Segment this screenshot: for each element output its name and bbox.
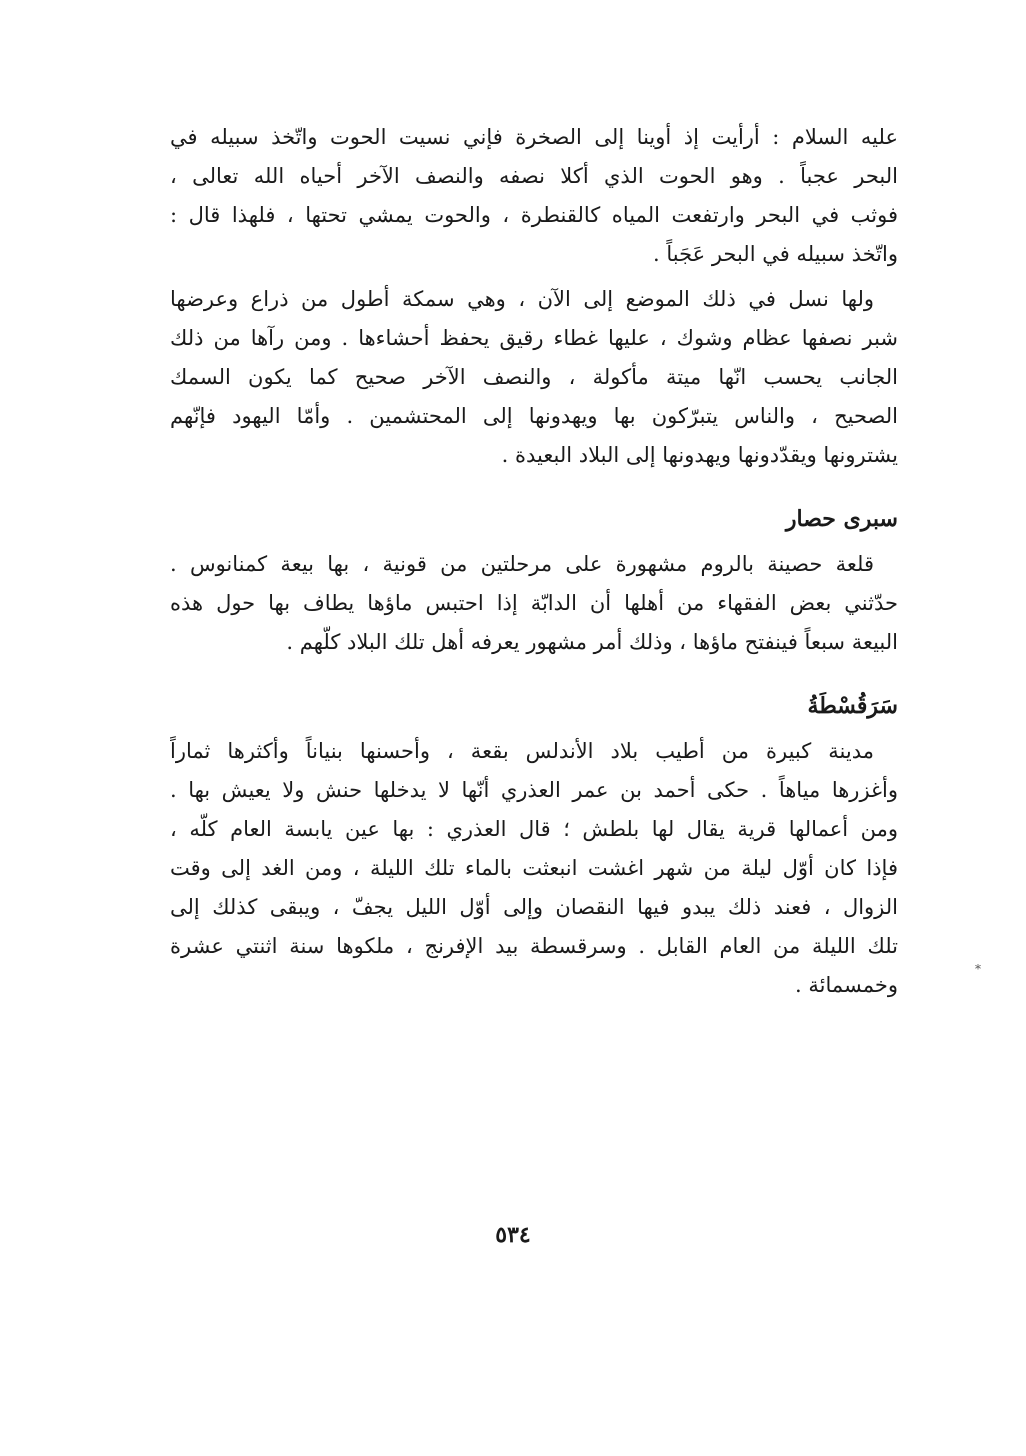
paragraph-sibri-hisar	[170, 545, 898, 662]
page-body	[170, 118, 898, 1005]
paragraph-fish-cont	[170, 319, 898, 475]
text-line: عليه السلام : أرأيت إذ أوينا إلى الصخرة فإني نسيت الحوت واتّخذ سبيله في	[170, 125, 898, 149]
page-number: ٥٣٤	[495, 1222, 531, 1248]
text-line: الزوال ، فعند ذلك يبدو فيها النقصان وإلى أوّل الليل يجفّ ، ويبقى كذلك إلى	[170, 895, 898, 919]
text-line: يشترونها ويقدّدونها ويهدونها إلى البلاد البعيدة .	[501, 443, 898, 467]
text-line: ولها نسل في ذلك الموضع إلى الآن ، وهي سمكة أطول من ذراع وعرضها	[170, 287, 874, 311]
text-line: ومن أعمالها قرية يقال لها بلطش ؛ قال العذري : بها عين يابسة العام كلّه ،	[170, 817, 898, 841]
text-line: وخمسمائة .	[795, 973, 898, 997]
spacer	[170, 662, 898, 686]
spacer	[170, 475, 898, 499]
text-line: حدّثني بعض الفقهاء من أهلها أن الدابّة إذا احتبس ماؤها يطاف بها حول هذه	[170, 591, 898, 615]
paragraph-saragossa	[170, 732, 898, 1005]
text-line: البيعة سبعاً فينفتح ماؤها ، وذلك أمر مشهور يعرفه أهل تلك البلاد كلّهم .	[286, 630, 898, 654]
text-line: واتّخذ سبيله في البحر عَجَباً .	[652, 242, 898, 266]
text-line: البحر عجباً . وهو الحوت الذي أكلا نصفه والنصف الآخر أحياه الله تعالى ،	[170, 164, 898, 188]
text-line: الصحيح ، والناس يتبرّكون بها ويهدونها إلى المحتشمين . وأمّا اليهود فإنّهم	[170, 404, 898, 428]
text-line: شبر نصفها عظام وشوك ، عليها غطاء رقيق يحفظ أحشاءها . ومن رآها من ذلك	[170, 326, 898, 350]
text-line: تلك الليلة من العام القابل . وسرقسطة بيد الإفرنج ، ملكوها سنة اثنتي عشرة	[170, 934, 898, 958]
paragraph-fish	[170, 280, 898, 319]
text-line: مدينة كبيرة من أطيب بلاد الأندلس بقعة ، وأحسنها بنياناً وأكثرها ثماراً	[170, 739, 874, 763]
section-heading-sibri-hisar: سبرى حصار	[785, 506, 898, 532]
section-heading-saragossa: سَرَقُسْطَةُ	[807, 693, 898, 719]
text-line: الجانب يحسب انّها ميتة مأكولة ، والنصف الآخر صحيح كما يكون السمك	[170, 365, 898, 389]
text-line: وأغزرها مياهاً . حكى أحمد بن عمر العذري أنّها لا يدخلها حنش ولا يعيش بها .	[170, 778, 898, 802]
text-line: قلعة حصينة بالروم مشهورة على مرحلتين من قونية ، بها بيعة كمنانوس .	[170, 552, 874, 576]
paragraph-intro	[170, 118, 898, 274]
margin-mark: *	[975, 962, 981, 976]
text-line: فوثب في البحر وارتفعت المياه كالقنطرة ، والحوت يمشي تحتها ، فلهذا قال :	[170, 203, 898, 227]
text-line: فإذا كان أوّل ليلة من شهر اغشت انبعثت بالماء تلك الليلة ، ومن الغد إلى وقت	[170, 856, 898, 880]
